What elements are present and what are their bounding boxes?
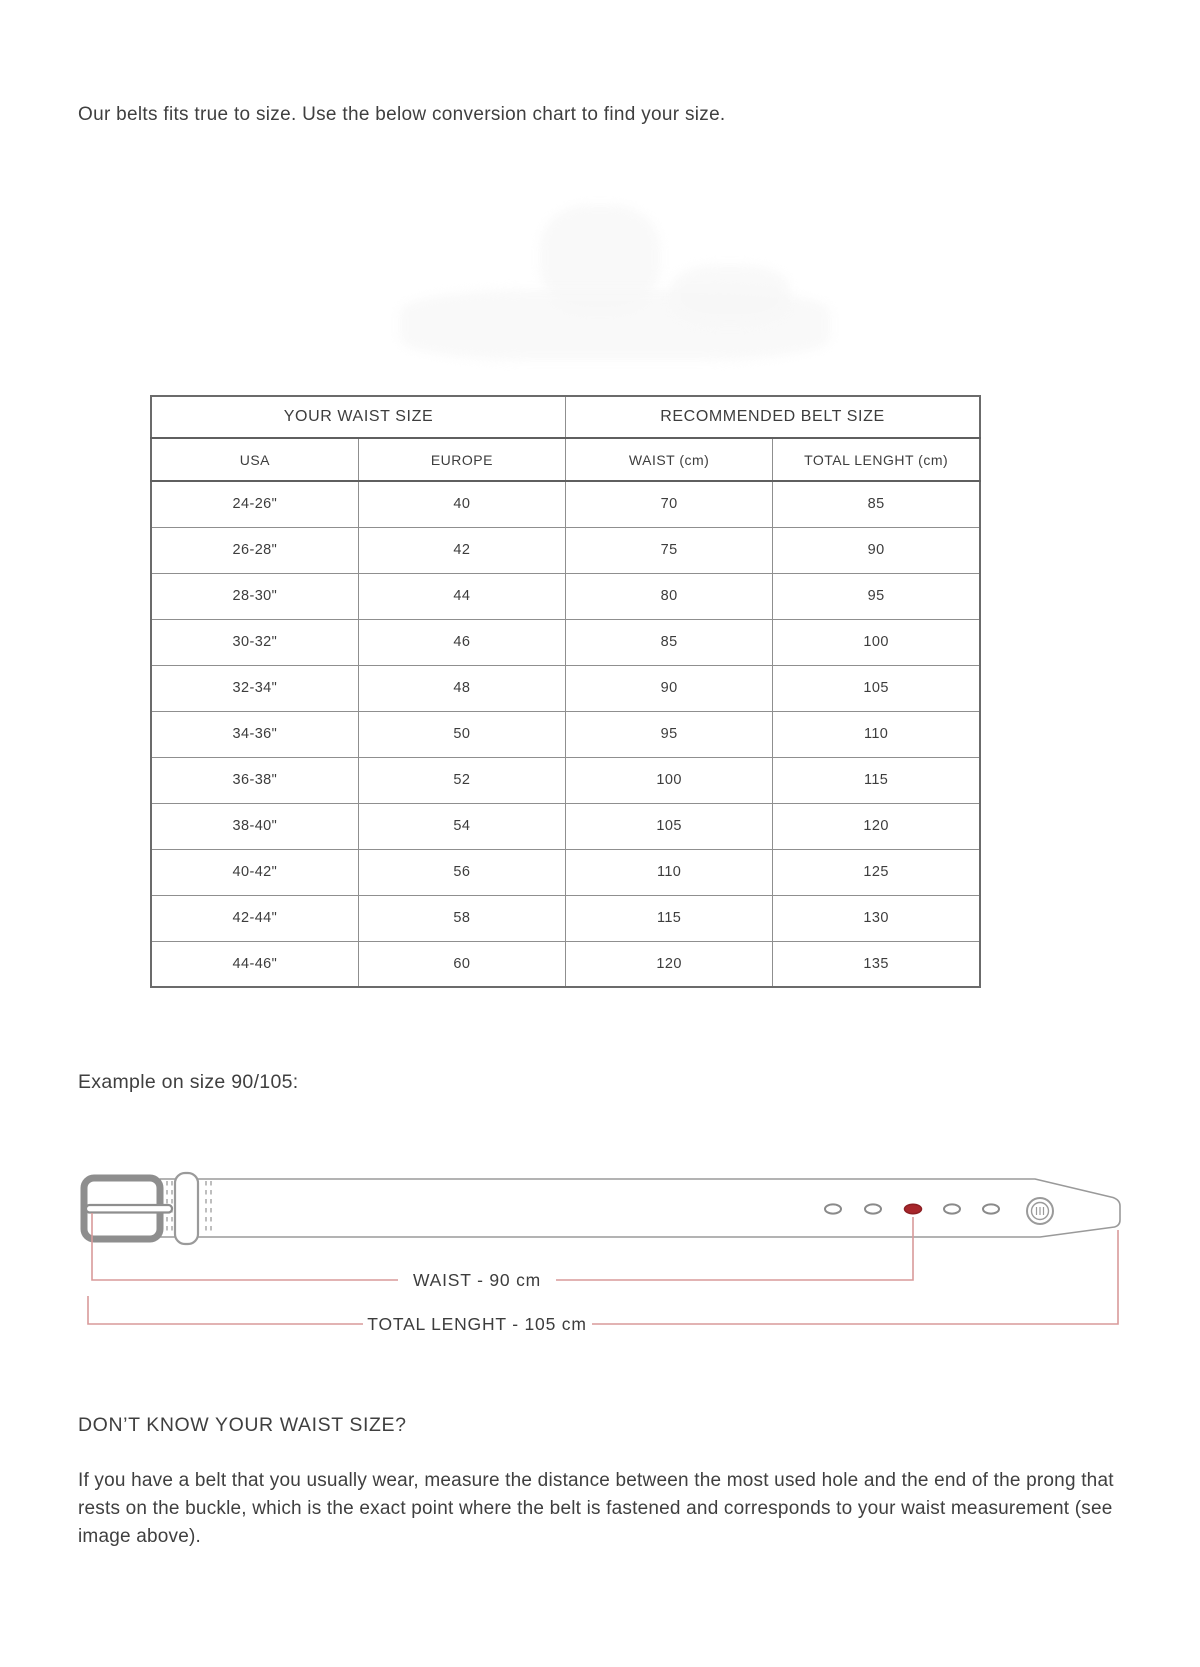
- table-cell: 34-36": [151, 711, 358, 757]
- table-cell: 46: [358, 619, 565, 665]
- table-cell: 40: [358, 481, 565, 527]
- table-cell: 54: [358, 803, 565, 849]
- table-cell: 70: [566, 481, 773, 527]
- table-cell: 90: [566, 665, 773, 711]
- column-header-usa: USA: [151, 438, 358, 481]
- table-cell: 36-38": [151, 757, 358, 803]
- table-cell: 40-42": [151, 849, 358, 895]
- table-cell: 28-30": [151, 573, 358, 619]
- table-cell: 110: [773, 711, 980, 757]
- table-cell: 95: [566, 711, 773, 757]
- table-row: [151, 711, 980, 757]
- belt-hole-highlighted: [905, 1204, 922, 1214]
- table-cell: 135: [773, 941, 980, 987]
- table-cell: 100: [566, 757, 773, 803]
- table-cell: 80: [566, 573, 773, 619]
- table-cell: 24-26": [151, 481, 358, 527]
- table-cell: 58: [358, 895, 565, 941]
- table-cell: 56: [358, 849, 565, 895]
- belt-strap: [160, 1179, 1120, 1237]
- table-cell: 85: [566, 619, 773, 665]
- table-cell: 52: [358, 757, 565, 803]
- table-cell: 60: [358, 941, 565, 987]
- table-cell: 75: [566, 527, 773, 573]
- table-row: [151, 757, 980, 803]
- group-header-your-waist-size: YOUR WAIST SIZE: [151, 396, 566, 438]
- column-header-europe: EUROPE: [358, 438, 565, 481]
- belt-diagram: [0, 1120, 1200, 1380]
- instructions-text: If you have a belt that you usually wear, measure the distance between the most used hole and the end of the prong that rests on the buckle, which is the exact point where the belt is fastened and corresponds to your waist measurement (see image above).: [78, 1470, 1114, 1547]
- belt-hole: [865, 1204, 881, 1213]
- table-cell: 95: [773, 573, 980, 619]
- column-header-row: [151, 438, 980, 481]
- table-cell: 85: [773, 481, 980, 527]
- table-cell: 115: [773, 757, 980, 803]
- column-header-total-lenght-cm: TOTAL LENGHT (cm): [773, 438, 980, 481]
- belt-hole: [983, 1204, 999, 1213]
- dont-know-heading: DON’T KNOW YOUR WAIST SIZE?: [78, 1414, 407, 1436]
- table-cell: 125: [773, 849, 980, 895]
- table-cell: 50: [358, 711, 565, 757]
- waist-measure-label: WAIST - 90 cm: [412, 1270, 542, 1290]
- belt-logo-stamp: [1027, 1198, 1053, 1224]
- size-conversion-table: [150, 395, 981, 988]
- table-cell: 90: [773, 527, 980, 573]
- table-row: [151, 573, 980, 619]
- faded-product-image: [390, 195, 850, 370]
- group-header-row: [151, 396, 980, 438]
- table-cell: 38-40": [151, 803, 358, 849]
- table-cell: 130: [773, 895, 980, 941]
- intro-text: Our belts fits true to size. Use the below conversion chart to find your size.: [78, 104, 726, 125]
- table-cell: 32-34": [151, 665, 358, 711]
- table-cell: 100: [773, 619, 980, 665]
- table-row: [151, 619, 980, 665]
- table-row: [151, 941, 980, 987]
- group-header-recommended-belt-size: RECOMMENDED BELT SIZE: [566, 396, 981, 438]
- total-length-measure-label: TOTAL LENGHT - 105 cm: [367, 1314, 587, 1334]
- table-row: [151, 527, 980, 573]
- table-cell: 120: [566, 941, 773, 987]
- table-row: [151, 803, 980, 849]
- table-cell: 42-44": [151, 895, 358, 941]
- column-header-waist-cm: WAIST (cm): [566, 438, 773, 481]
- belt-prong: [86, 1205, 172, 1213]
- table-cell: 48: [358, 665, 565, 711]
- faded-image-blob: [670, 265, 790, 325]
- table-cell: 44-46": [151, 941, 358, 987]
- table-row: [151, 849, 980, 895]
- belt-keeper-loop: [175, 1173, 198, 1244]
- table-cell: 30-32": [151, 619, 358, 665]
- table-cell: 120: [773, 803, 980, 849]
- belt-hole: [944, 1204, 960, 1213]
- table-cell: 26-28": [151, 527, 358, 573]
- table-cell: 42: [358, 527, 565, 573]
- size-table-body: [151, 481, 980, 987]
- total-length-measure-line: [88, 1230, 1118, 1324]
- table-cell: 44: [358, 573, 565, 619]
- table-cell: 115: [566, 895, 773, 941]
- table-cell: 105: [773, 665, 980, 711]
- table-row: [151, 895, 980, 941]
- table-row: [151, 481, 980, 527]
- belt-hole: [825, 1204, 841, 1213]
- table-cell: 110: [566, 849, 773, 895]
- table-row: [151, 665, 980, 711]
- example-label: Example on size 90/105:: [78, 1071, 299, 1093]
- table-cell: 105: [566, 803, 773, 849]
